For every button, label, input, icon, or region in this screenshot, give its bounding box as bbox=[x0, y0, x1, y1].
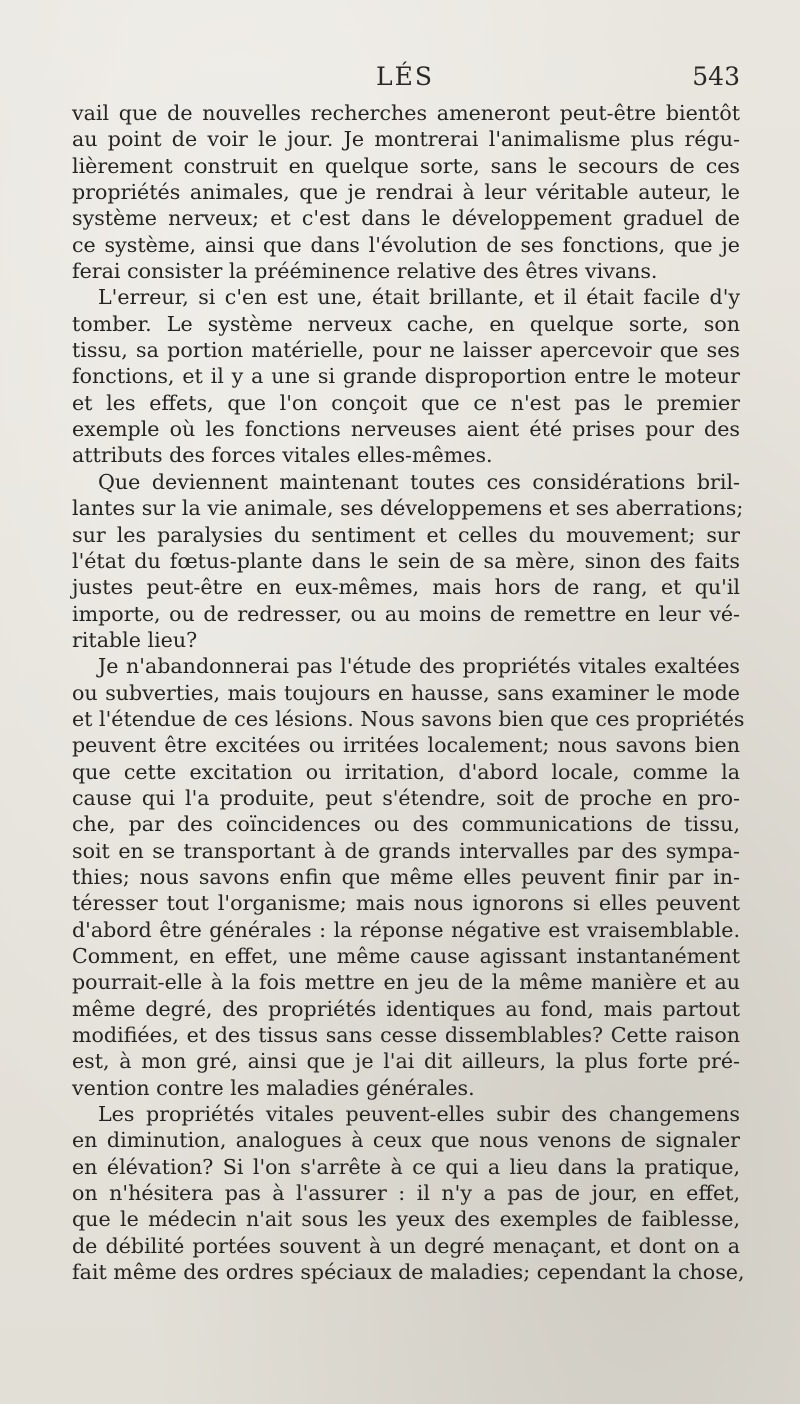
text-line: sur les paralysies du sentiment et celles du mouvement; sur bbox=[72, 522, 740, 547]
text-line: est, à mon gré, ainsi que je l'ai dit ailleurs, la plus forte pré- bbox=[72, 1049, 740, 1074]
text-line: ferai consister la prééminence relative des êtres vivans. bbox=[72, 259, 658, 284]
text-line: d'abord être générales : la réponse négative est vraisemblable. bbox=[72, 917, 740, 942]
page-number: 543 bbox=[692, 62, 740, 91]
text-line: pourrait-elle à la fois mettre en jeu de la même manière et au bbox=[72, 970, 740, 995]
text-line: lantes sur la vie animale, ses développemens et ses aberrations; bbox=[72, 496, 744, 521]
text-line: en diminution, analogues à ceux que nous venons de signaler bbox=[72, 1128, 740, 1153]
text-line: ritable lieu? bbox=[72, 627, 198, 652]
text-line: fonctions, et il y a une si grande disproportion entre le moteur bbox=[72, 364, 740, 389]
text-line: Que deviennent maintenant toutes ces considérations bril- bbox=[98, 469, 740, 494]
text-line: propriétés animales, que je rendrai à leur véritable auteur, le bbox=[72, 180, 740, 205]
text-line: cause qui l'a produite, peut s'étendre, soit de proche en pro- bbox=[72, 785, 740, 810]
text-line: système nerveux; et c'est dans le développement graduel de bbox=[72, 206, 740, 231]
text-line: Je n'abandonnerai pas l'étude des propriétés vitales exaltées bbox=[98, 654, 740, 679]
text-line: on n'hésitera pas à l'assurer : il n'y a pas de jour, en effet, bbox=[72, 1181, 740, 1206]
text-line: ce système, ainsi que dans l'évolution de ses fonctions, que je bbox=[72, 232, 740, 257]
text-line: vail que de nouvelles recherches ameneront peut-être bientôt bbox=[72, 101, 740, 125]
text-line: modifiées, et des tissus sans cesse dissemblables? Cette raison bbox=[72, 1023, 740, 1048]
text-line: vention contre les maladies générales. bbox=[72, 1075, 475, 1100]
text-line: au point de voir le jour. Je montrerai l'animalisme plus régu- bbox=[72, 127, 740, 152]
text-line: en élévation? Si l'on s'arrête à ce qui a lieu dans la pratique, bbox=[72, 1154, 740, 1179]
text-line: que cette excitation ou irritation, d'abord locale, comme la bbox=[72, 759, 740, 784]
text-line: ou subverties, mais toujours en hausse, sans examiner le mode bbox=[72, 680, 740, 705]
text-line: que le médecin n'ait sous les yeux des exemples de faiblesse, bbox=[72, 1207, 740, 1232]
text-line: thies; nous savons enfin que même elles peuvent finir par in- bbox=[72, 864, 740, 889]
text-line: et l'étendue de ces lésions. Nous savons bien que ces propriétés bbox=[72, 706, 745, 731]
text-line: peuvent être excitées ou irritées localement; nous savons bien bbox=[72, 733, 740, 758]
text-line: importe, ou de redresser, ou au moins de remettre en leur vé- bbox=[72, 601, 740, 626]
text-line: l'état du fœtus-plante dans le sein de sa mère, sinon des faits bbox=[72, 548, 740, 573]
text-line: justes peut-être en eux-mêmes, mais hors de rang, et qu'il bbox=[72, 575, 740, 600]
text-line: Les propriétés vitales peuvent-elles subir des changemens bbox=[98, 1102, 740, 1127]
text-line: fait même des ordres spéciaux de maladies; cependant la chose, bbox=[72, 1260, 745, 1285]
text-line: lièrement construit en quelque sorte, sans le secours de ces bbox=[72, 153, 740, 178]
text-line: Comment, en effet, une même cause agissant instantanément bbox=[72, 944, 740, 968]
body-text bbox=[72, 100, 745, 1285]
running-title: LÉS bbox=[376, 62, 434, 91]
text-line: de débilité portées souvent à un degré menaçant, et dont on a bbox=[72, 1233, 740, 1258]
text-line: soit en se transportant à de grands intervalles par des sympa- bbox=[72, 838, 740, 863]
show-through-bleed bbox=[70, 1258, 745, 1298]
text-line: téresser tout l'organisme; mais nous ignorons si elles peuvent bbox=[72, 891, 740, 916]
text-line: exemple où les fonctions nerveuses aient été prises pour des bbox=[72, 417, 740, 442]
running-head bbox=[70, 62, 740, 98]
text-line: tissu, sa portion matérielle, pour ne laisser apercevoir que ses bbox=[72, 338, 740, 363]
text-line: et les effets, que l'on conçoit que ce n'est pas le premier bbox=[72, 390, 740, 415]
text-line: attributs des forces vitales elles-mêmes. bbox=[72, 443, 493, 468]
text-line: même degré, des propriétés identiques au fond, mais partout bbox=[72, 996, 740, 1021]
text-line: L'erreur, si c'en est une, était brillante, et il était facile d'y bbox=[98, 285, 740, 310]
text-line: che, par des coïncidences ou des communications de tissu, bbox=[72, 812, 740, 837]
text-line: tomber. Le système nerveux cache, en quelque sorte, son bbox=[72, 311, 740, 336]
